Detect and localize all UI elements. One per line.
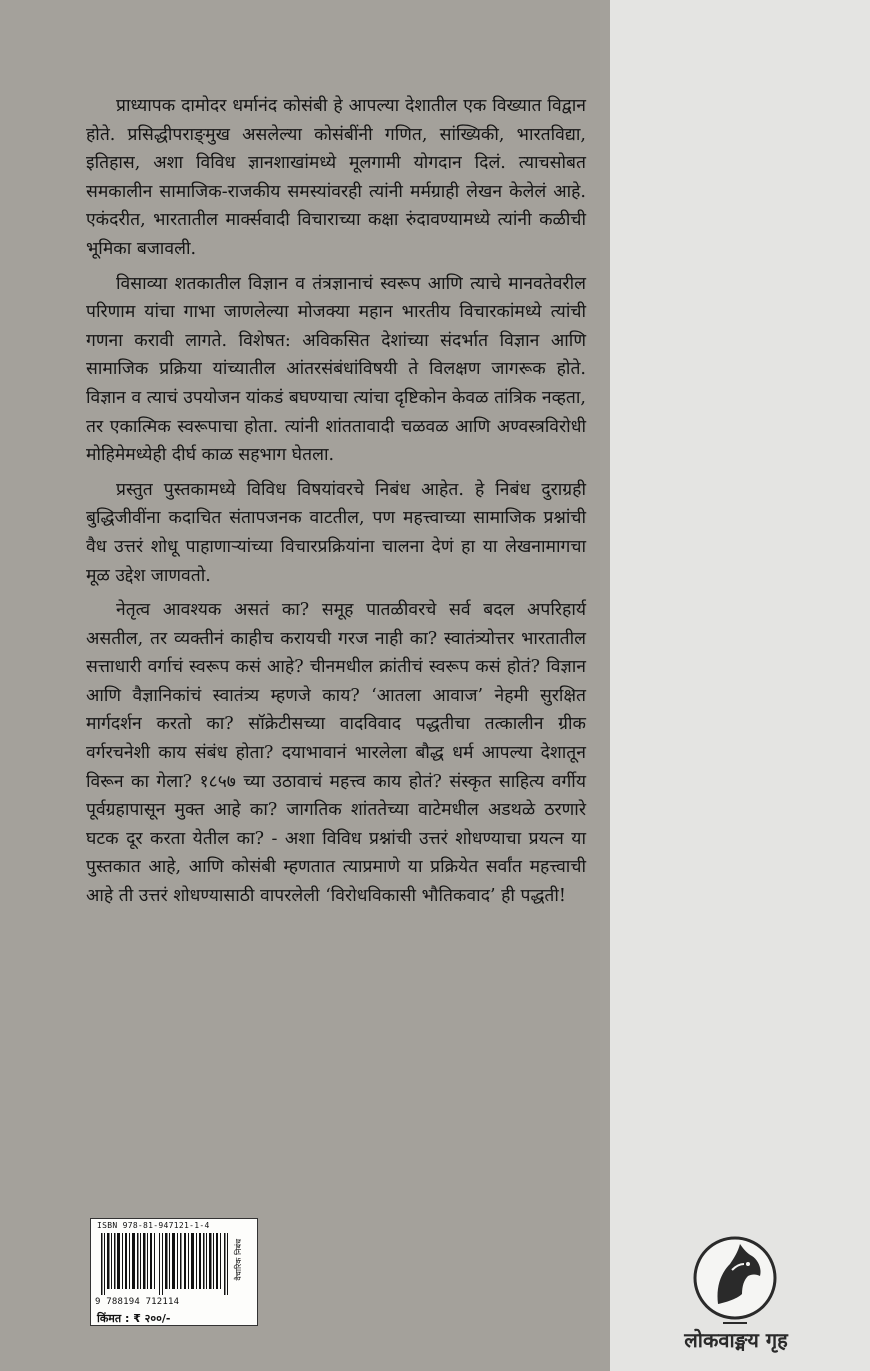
blurb-paragraph-2: विसाव्या शतकातील विज्ञान व तंत्रज्ञानाचं स्वरूप आणि त्याचे मानवतेवरील परिणाम यांचा गाभा जाणलेल्या मोजक्या महान भारतीय विचारकांमध्ये त्यांची गणना करावी लागते. विशेषत: अविकसित देशांच्या संदर्भात विज्ञान आणि सामाजिक प्रक्रिया यांच्यातील आंतरसंबंधांविषयी ते विलक्षण जागरूक होते. विज्ञान व त्याचं उपयोजन यांकडं बघण्याचा त्यांचा दृष्टिकोन केवळ तांत्रिक नव्हता, तर एकात्मिक स्वरूपाचा होता. त्यांनी शांततावादी चळवळ आणि अण्वस्त्रविरोधी मोहिमेमध्येही दीर्घ काळ सहभाग घेतला.: [86, 273, 586, 466]
horse-head-icon: [680, 1226, 790, 1336]
blurb-paragraph-1: प्राध्यापक दामोदर धर्मानंद कोसंबी हे आपल्या देशातील एक विख्यात विद्वान होते. प्रसिद्धीपराङ्‌मुख असलेल्या कोसंबींनी गणित, सांख्यिकी, भारतविद्या, इतिहास, अशा विविध ज्ञानशाखांमध्ये मूलगामी योगदान दिलं. त्याचसोबत समकालीन सामाजिक-राजकीय समस्यांवरही त्यांनी मर्मग्राही लेखन केलेलं आहे. एकंदरीत, भारतातील मार्क्सवादी विचाराच्या कक्षा रुंदावण्यामध्ये त्यांनी कळीची भूमिका बजावली.: [86, 96, 586, 259]
blurb-text: [86, 92, 586, 917]
publisher-name: लोकवाङ्मय गृह: [684, 1328, 788, 1352]
price-text: किंमत : ₹ २००/-: [97, 1312, 171, 1325]
blurb-paragraph-4: नेतृत्व आवश्यक असतं का? समूह पातळीवरचे सर्व बदल अपरिहार्य असतील, तर व्यक्तीनं काहीच करायची गरज नाही का? स्वातंत्र्योत्तर भारतातील सत्ताधारी वर्गाचं स्वरूप कसं आहे? चीनमधील क्रांतीचं स्वरूप कसं होतं? विज्ञान आणि वैज्ञानिकांचं स्वातंत्र्य म्हणजे काय? ‘आतला आवाज’ नेहमी सुरक्षित मार्गदर्शन करतो का? सॉक्रेटीसच्या वादविवाद पद्धतीचा तत्कालीन ग्रीक वर्गरचनेशी काय संबंध होता? दयाभावानं भारलेला बौद्ध धर्म आपल्या देशातून विरून का गेला? १८५७ च्या उठावाचं महत्त्व काय होतं? संस्कृत साहित्य वर्गीय पूर्वग्रहापासून मुक्त आहे का? जागतिक शांततेच्या वाटेमधील अडथळे ठरणारे घटक दूर करता येतील का? - अशा विविध प्रश्नांची उत्तरं शोधण्याचा प्रयत्न या पुस्तकात आहे, आणि कोसंबी म्हणतात त्याप्रमाणे या प्रक्रियेत सर्वांत महत्त्वाची आहे ती उत्तरं शोधण्यासाठी वापरलेली ‘विरोधविकासी भौतिकवाद’ ही पद्धती!: [86, 600, 586, 907]
blurb-paragraph-3: प्रस्तुत पुस्तकामध्ये विविध विषयांवरचे निबंध आहेत. हे निबंध दुराग्रही बुद्धिजीवींना कदाचित संतापजनक वाटतील, पण महत्त्वाच्या सामाजिक प्रश्नांची वैध उत्तरं शोधू पाहाणाऱ्यांच्या विचारप्रक्रियांना चालना देणं हा या लेखनामागचा मूळ उद्देश जाणवतो.: [86, 479, 586, 586]
barcode-icon: [101, 1233, 229, 1295]
barcode-digits: 9 788194 712114: [95, 1297, 180, 1307]
barcode-label: [90, 1218, 258, 1326]
isbn-text: ISBN 978-81-947121-1-4: [97, 1221, 210, 1230]
category-label: वैचारिक निबंध: [234, 1239, 243, 1281]
cover-side-strip: [610, 0, 870, 1371]
